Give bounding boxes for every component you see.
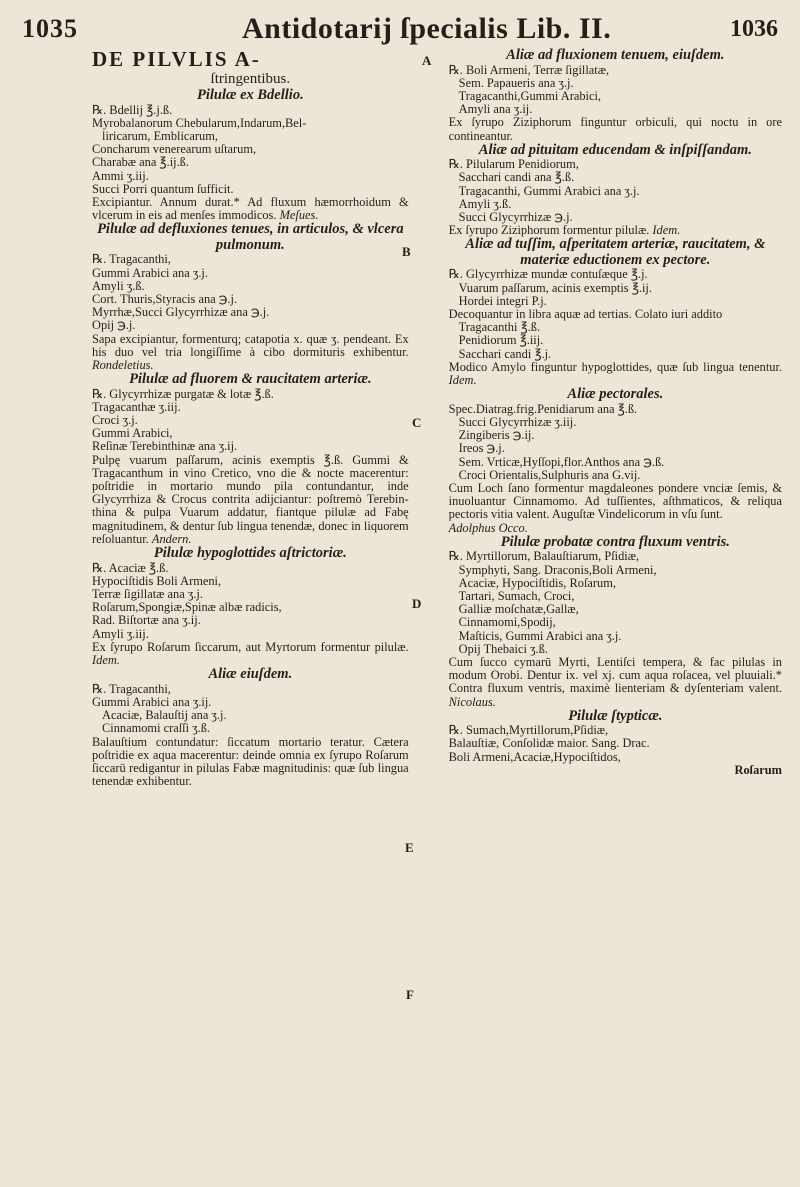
ingredient-line: Myrobalanorum Chebularum,Indarum,Bel- [92,116,307,130]
ingredient-line: ℞. Myrtillorum, Balauſtiarum, Pſidiæ, [448,550,640,564]
ingredient-line: Maſticis, Gummi Arabici ana ʒ.j. [458,629,622,643]
recipe-instructions [92,641,409,667]
ingredient-line: Tragacanthi ℥.ß. [458,321,541,335]
ingredient-line: Cinnamomi,Spodij, [458,616,556,630]
ingredient-line: Croci ʒ.j. [92,414,138,428]
margin-letter-f: F [406,987,414,1002]
source-attribution: Idem. [92,653,120,668]
recipe-instructions: Ex ſyrupo Ziziphorum finguntur orbiculi, qui noctu in ore contineantur. [448,115,782,143]
ingredient-line: Sem. Vrticæ,Hyſſopi,flor.Anthos ana ℈.ß. [458,455,665,469]
ingredient-line: Succi Porri quantum ſufficit. [92,182,234,196]
margin-letter-c: C [412,415,422,430]
ingredient-line: Succi Glycyrrhizæ ℈.j. [458,211,573,225]
source-attribution: Nicolaus. [448,694,496,709]
recipe-instructions: Decoquantur in libra aquæ ad tertias. Colato iuri addito [448,307,723,322]
ingredient-line: Opij ℈.j. [92,319,136,333]
ingredient-line: Concharum venerearum uſtarum, [92,143,257,157]
recipe-section [449,143,782,238]
two-column-body [92,47,782,1002]
recipe-instructions [92,333,409,373]
recipe-section [92,546,409,667]
left-page-number: 1035 [22,14,78,43]
recipe-title: Pilulæ ex Bdellio. [196,87,304,103]
ingredient-line: Myrrhæ,Succi Glycyrrhizæ ana ℈.j. [92,306,270,320]
instructions-text: Sapa excipiantur, formenturq; catapotia x. quæ ʒ. pendeant. Ex his duo vel tria longiſſime à cibo dormituris exhibentur. [92,331,409,359]
ingredient-line: Acaciæ, Balauſtij ana ʒ.j. [102,709,227,723]
recipe-section [449,709,782,777]
left-column [92,48,423,788]
recipe-title: Pilulæ hypoglottides aſtrictoriæ. [153,545,347,562]
ingredient-line: Galliæ moſchatæ,Gallæ, [458,603,579,617]
ingredient-line: Reſinæ Terebinthinæ ana ʒ.ij. [92,440,238,454]
recipe-title: Pilulæ ad defluxiones tenues, in articulos, & vlcera pulmonum. [97,221,404,253]
ingredient-line: Cinnamomi craſſi ʒ.ß. [102,722,211,736]
recipe-instructions [449,656,782,709]
ingredient-line: Zingiberis ℈.ij. [458,429,535,443]
ingredient-line: Gummi Arabici ana ʒ.j. [92,266,208,280]
ingredient-line: Gummi Arabici ana ʒ.ij. [92,695,212,709]
instructions-text: Ex ſyrupo Roſarum ſiccarum, aut Myrtorum formentur pilulæ. [92,639,409,654]
right-page-number: 1036 [730,16,778,42]
recipe-section [92,88,409,222]
catchword: Roſarum [734,763,782,777]
ingredient-line: Sacchari candi ana ℥.ß. [458,171,575,185]
recipe-instructions [92,454,409,546]
ingredient-line: ℞. Tragacanthi, [92,682,171,696]
source-attribution: Andern. [151,531,192,546]
ingredient-line: Spec.Diatrag.frig.Penidiarum ana ℥.ß. [448,402,638,416]
ingredient-line: ℞. Bdellij ℥.j.ß. [92,103,173,117]
recipe-instructions [92,196,409,222]
margin-letter-a: A [422,53,432,68]
recipe-instructions: Cum Loch ſano formentur magdaleones pondere vnciæ ſemis, & inuoluantur Cinnamomo. Ad tuſſientes, aſthmaticos, & reliqua pectoris vitia valent. Auguſtæ Vindelicorum in vſu ſunt. [448,480,782,522]
ingredient-line: ℞. Tragacanthi, [92,253,171,267]
instructions-text: Pulpę vuarum paſſarum, acinis exemptis ℥.ß. Gummi & Tragacanthum in vino Cretico, vno die & nocte macerentur: poſtridie in mortario mundo pila contundantur, inde Glycyrrhiza & Crocus contrita adijciantur: poſtremò Terebinthina & pulpa Vuarum addatur, fiantque pilulæ ad Fabę magnitudinem, & dentur ſub lingua tenendæ, donec in liquorem reſoluantur. [92,452,409,546]
ingredient-line: Balauſtiæ, Conſolidæ maior. Sang. Drac. [448,737,650,751]
ingredient-line: Tragacanthi, Gummi Arabici ana ʒ.j. [458,184,640,198]
ingredient-line: Opij Thebaici ʒ.ß. [458,642,548,656]
source-attribution: Adolphus Occo. [448,520,528,535]
recipe-title: Aliæ eiuſdem. [208,666,293,683]
chapter-heading-continued: ſtringentibus. [210,71,291,87]
recipe-section [449,237,782,387]
page-header [22,10,782,48]
recipe-title: Aliæ ad tuſſim, aſperitatem arteriæ, raucitatem, & materiæ eductionem ex pectore. [465,236,766,268]
recipe-title: Aliæ ad pituitam educendam & inſpiſſandam. [478,141,752,158]
instructions-text: Modico Amylo finguntur hypoglottides, quæ ſub lingua tenentur. [448,359,782,374]
ingredient-line: Tartari, Sumach, Croci, [458,589,575,603]
ingredient-line: liricarum, Emblicarum, [102,129,218,143]
ingredient-line: Ireos ℈.j. [458,442,505,456]
recipe-title: Pilulæ probatæ contra fluxum ventris. [500,533,730,550]
ingredient-line: Croci Orientalis,Sulphuris ana G.vij. [458,468,641,482]
ingredient-line: Amyli ʒ.iij. [92,627,149,641]
recipe-title: Aliæ pectorales. [567,386,664,403]
recipe-title: Pilulæ ſtypticæ. [568,707,663,724]
ingredient-line: Sem. Papaueris ana ʒ.j. [458,76,574,90]
ingredient-line: Amyli ʒ.ß. [92,279,145,293]
ingredient-line: ℞. Sumach,Myrtillorum,Pſidiæ, [448,724,609,738]
margin-letter-d: D [412,596,422,611]
recipe-section [92,372,409,546]
recipe-section [92,222,409,372]
recipe-section [449,535,782,709]
margin-letter-b: B [402,244,411,259]
ingredient-line: Succi Glycyrrhizæ ʒ.iij. [458,415,577,429]
ingredient-line: Vuarum paſſarum, acinis exemptis ℥.ij. [458,281,652,295]
ingredient-line: Tragacanthæ ʒ.iij. [92,400,181,414]
source-attribution: Idem. [652,223,681,238]
ingredient-line: Ammi ʒ.iij. [92,169,149,183]
ingredient-line: Sacchari candi ℥.j. [458,347,552,361]
ingredient-line: Boli Armeni,Acaciæ,Hypociſtidos, [448,750,621,764]
source-attribution: Idem. [448,373,477,388]
source-attribution: Rondeletius. [92,357,154,372]
instructions-text: Cum ſucco cymarū Myrti, Lentiſci tempera, & fac pilulas in modum Orobi. Dentur ix. vel xj. cum aqua roſacea, vel pluuiali.* Contra fluxum ventris, maximè lienteriam & dyſenteriam valent. [448,654,782,696]
ingredient-line: Rad. Biſtortæ ana ʒ.ij. [92,614,201,628]
recipe-title: Aliæ ad fluxionem tenuem, eiuſdem. [506,47,725,63]
running-title: Antidotarij ſpecialis Lib. II. [242,12,612,45]
ingredient-line: Amyli ana ʒ.ij. [458,103,533,117]
ingredient-line: ℞. Glycyrrhizæ mundæ contuſæque ℥.j. [448,268,648,282]
ingredient-line: Acaciæ, Hypociſtidis, Roſarum, [458,576,616,590]
ingredient-line: Tragacanthi,Gummi Arabici, [458,89,602,103]
ingredient-line: Cort. Thuris,Styracis ana ℈.j. [92,292,238,306]
recipe-section [449,387,782,535]
right-column [423,48,782,788]
ingredient-line: ℞. Pilularum Penidiorum, [448,158,579,172]
ingredient-line: Amyli ʒ.ß. [458,197,512,211]
ingredient-line: Gummi Arabici, [92,427,173,441]
recipe-instructions: Balauſtium contundatur: ſiccatum mortario teratur. Cætera poſtridie ex aqua macerentur: deinde omnia ex ſyrupo Roſarum ſiccarū redigantur in pilulas Fabæ magnitudinis: quæ ſub lingua tenendæ exhibentur. [92,734,409,789]
ingredient-line: Roſarum,Spongiæ,Spinæ albæ radicis, [92,601,282,615]
ingredient-line: Symphyti, Sang. Draconis,Boli Armeni, [458,563,657,577]
instructions-text: Excipiantur. Annum durat.* Ad fluxum hæmorrhoidum & vlcerum in eis ad menſes immodicos. [92,194,409,223]
ingredient-line: Terræ ſigillatæ ana ʒ.j. [92,588,203,601]
chapter-heading: DE PILVLIS A- [92,47,261,71]
ingredient-line: Penidiorum ℥.iij. [458,334,544,348]
recipe-section [92,667,409,788]
ingredient-line: ℞. Acaciæ ℥.ß. [92,561,169,575]
instructions-text: Ex ſyrupo Ziziphorum formentur pilulæ. [448,223,650,238]
source-attribution: Meſues. [279,208,319,223]
ingredient-line: ℞. Boli Armeni, Terræ ſigillatæ, [448,63,610,77]
recipe-section [449,48,782,143]
ingredient-line: Charabæ ana ℥.ij.ß. [92,156,189,170]
ingredient-line: Hordei integri P.j. [458,294,547,308]
recipe-instructions-2 [449,361,782,387]
ingredient-line: ℞. Glycyrrhizæ purgatæ & lotæ ℥.ß. [92,387,274,401]
recipe-title: Pilulæ ad fluorem & raucitatem arteriæ. [129,371,372,388]
ingredient-line: Hypociſtidis Boli Armeni, [92,574,222,588]
margin-letter-e: E [405,840,414,855]
